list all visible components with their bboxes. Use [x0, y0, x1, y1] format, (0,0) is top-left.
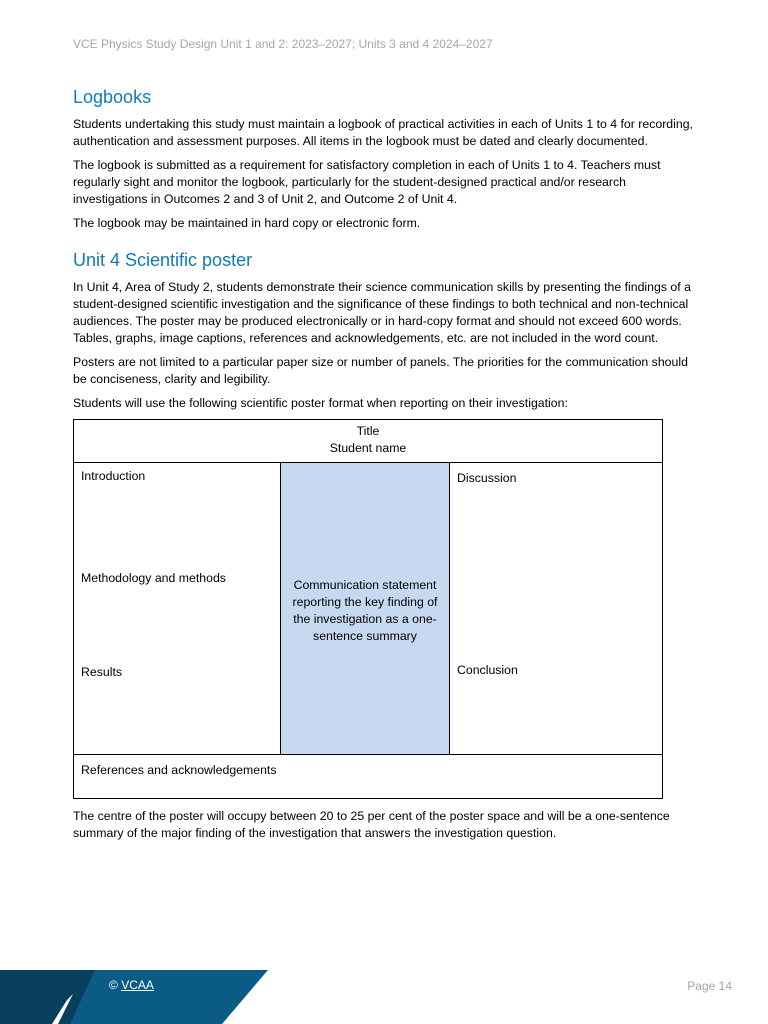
copyright-symbol: © [109, 978, 118, 992]
poster-references-cell [74, 754, 662, 798]
poster-centre-column [281, 463, 450, 754]
poster-title-cell [74, 420, 662, 463]
poster-right-column [450, 463, 662, 754]
poster-methodology-label: Methodology and methods [81, 571, 226, 585]
logbooks-heading: Logbooks [73, 87, 152, 107]
poster-results-label: Results [81, 665, 123, 679]
poster-discussion-label: Discussion [457, 471, 517, 485]
logbooks-paragraph-1: Students undertaking this study must maintain a logbook of practical activities in each of Units 1 to 4 for recording, authentication and assessment purposes. All items in the logbook must be dated and clearly documented. [73, 117, 693, 148]
page-number: Page 14 [687, 979, 732, 993]
poster-format-diagram [73, 419, 663, 799]
poster-left-column [74, 463, 281, 754]
main-content [73, 86, 698, 849]
logbooks-paragraph-3: The logbook may be maintained in hard copy or electronic form. [73, 216, 421, 230]
poster-closing-paragraph: The centre of the poster will occupy between 20 to 25 per cent of the poster space and will be a one-sentence summary of the major finding of the investigation that answers the investigation question. [73, 809, 670, 840]
copyright [109, 978, 154, 992]
poster-paragraph-3: Students will use the following scientific poster format when reporting on their investigation: [73, 396, 568, 410]
vcaa-link[interactable]: VCAA [121, 978, 154, 992]
poster-introduction-label: Introduction [81, 469, 146, 483]
poster-references-label: References and acknowledgements [81, 763, 277, 777]
poster-paragraph-1: In Unit 4, Area of Study 2, students demonstrate their science communication skills by presenting the findings of a student-designed scientific investigation and the significance of these findings to both technical and non-technical audiences. The poster may be produced electronically or in hard-copy format and should not exceed 600 words. Tables, graphs, image captions, references and acknowledgements, etc. are not included in the word count. [73, 280, 691, 345]
page-footer [0, 970, 768, 1024]
poster-title-label: Title [356, 424, 380, 438]
poster-conclusion-label: Conclusion [457, 663, 518, 677]
poster-student-name-label: Student name [329, 441, 407, 455]
running-header: VCE Physics Study Design Unit 1 and 2: 2023–2027; Units 3 and 4 2024–2027 [73, 37, 493, 51]
logbooks-paragraph-2: The logbook is submitted as a requirement for satisfactory completion in each of Units 1 to 4. Teachers must regularly sight and monitor the logbook, particularly for the student-designed practical and/or research investigations in Outcomes 2 and 3 of Unit 2, and Outcome 2 of Unit 4. [73, 158, 661, 206]
poster-heading: Unit 4 Scientific poster [73, 250, 253, 270]
poster-communication-statement: Communication statement reporting the key finding of the investigation as a one-sentence summary [292, 577, 438, 643]
poster-paragraph-2: Posters are not limited to a particular paper size or number of panels. The priorities for the communication should be conciseness, clarity and legibility. [73, 355, 688, 386]
